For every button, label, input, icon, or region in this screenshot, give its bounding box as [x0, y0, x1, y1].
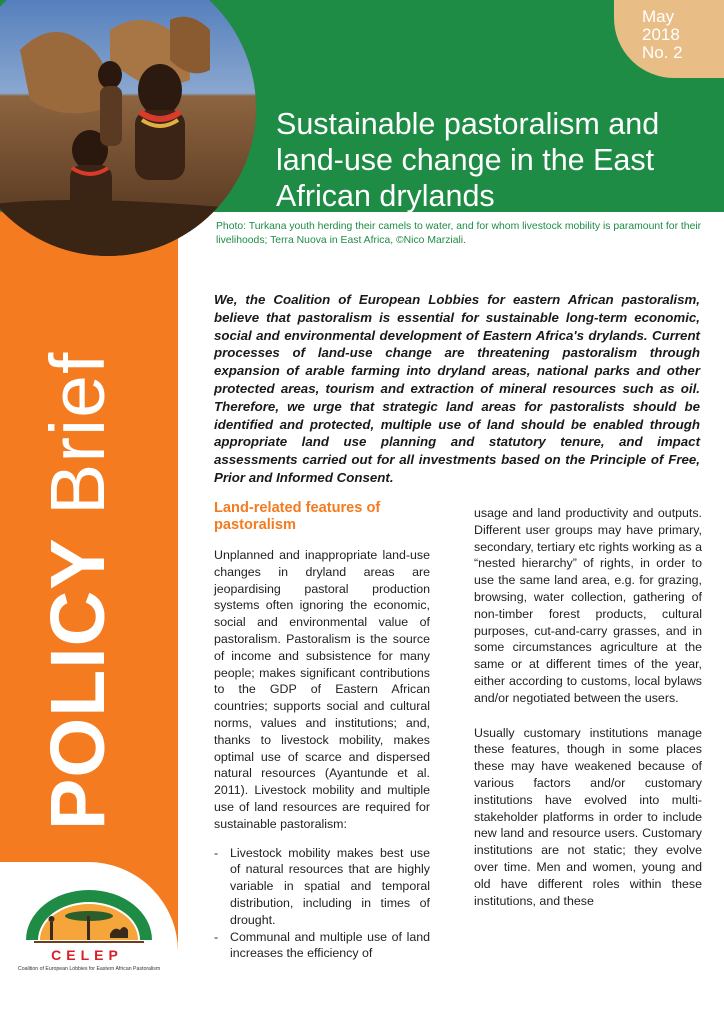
list-item-text: Livestock mobility makes best use of natural resources that are highly variable in spatial and temporal distribution, including in times of drought. [230, 845, 430, 927]
policy-brief-label [34, 352, 123, 830]
section-paragraph: Unplanned and inappropriate land-use changes in dryland areas are jeopardising pastoral production systems often ignoring the economic, social and environmental value of pastoralism. Pastoralism is the source of income and subsistence for many people; makes significant contributions to the GDP of Eastern African countries; supports social and cultural norms, values and institutions; and, thanks to livestock mobility, makes optimal use of scarce and dispersed natural resources (Ayantunde et al. 2011). Livestock mobility and multiple use of land resources are required for sustainable pastoralism: [214, 548, 430, 831]
cover-photo-illustration [0, 0, 256, 256]
list-item: - Communal and multiple use of land increases the efficiency of [214, 929, 430, 961]
list-item: - Livestock mobility makes best use of natural resources that are highly variable in spatial and temporal distribution, including in times of drought. [214, 845, 430, 927]
celep-logo [14, 878, 164, 998]
issue-month: May [642, 7, 675, 26]
logo-wordmark: CELEP [51, 947, 123, 963]
page-title: Sustainable pastoralism and land-use change in the East African drylands [276, 107, 660, 214]
section-paragraph: Usually customary institutions manage these features, though in some places these may have weakened because of various factors and/or customary institutions have evolved into multi-stakeholder platforms in order to include new land and resource users. Customary institutions are not static; they evolve over time. Men and women, young and old have different roles within these institutions, and these [474, 725, 702, 908]
cover-photo [0, 0, 256, 256]
section-heading: Land-related features of pastoralism [214, 500, 381, 533]
feature-list [214, 845, 430, 963]
column-left [214, 500, 430, 962]
photo-caption: Photo: Turkana youth herding their camels to water, and for whom livestock mobility is paramount for their livelihoods; Terra Nuova in East Africa, ©Nico Marziali. [216, 221, 702, 246]
list-item-text: Communal and multiple use of land increases the efficiency of [230, 929, 430, 961]
brief-label: Brief [35, 351, 121, 538]
column-right [474, 505, 702, 921]
issue-number: No. 2 [642, 43, 683, 62]
logo-subtitle: Coalition of European Lobbies for Eastern African Pastoralism [18, 966, 161, 972]
policy-label: POLICY [35, 537, 121, 830]
issue-year: 2018 [642, 25, 680, 44]
section-paragraph: usage and land productivity and outputs. Different user groups may have primary, secondary, tertiary etc rights working as a “nested hierarchy” of rights, in order to use the same land area, e.g. for grazing, browsing, water collection, gathering of non-timber forest products, cultural purposes, cut-and-carry grasses, and in some circumstances agriculture at the same or at different times of the year, either according to customs, local bylaws and/or negotiated between the users. [474, 506, 702, 705]
issue-date [642, 8, 702, 62]
intro-statement: We, the Coalition of European Lobbies for eastern African pastoralism, believe that pastoralism is essential for sustainable long-term economic, social and environmental development of Eastern Africa's drylands. Current processes of land-use change are threatening pastoralism through expansion of arable farming into dryland areas, national parks and other protected areas, tourism and extraction of mineral resources such as oil. Therefore, we urge that strategic land areas for pastoralists should be identified and protected, multiple use of land should be enabled through appropriate land use planning and statutory tenure, and impact assessments carried out for all investments based on the Principle of Free, Prior and Informed Consent. [214, 292, 700, 485]
